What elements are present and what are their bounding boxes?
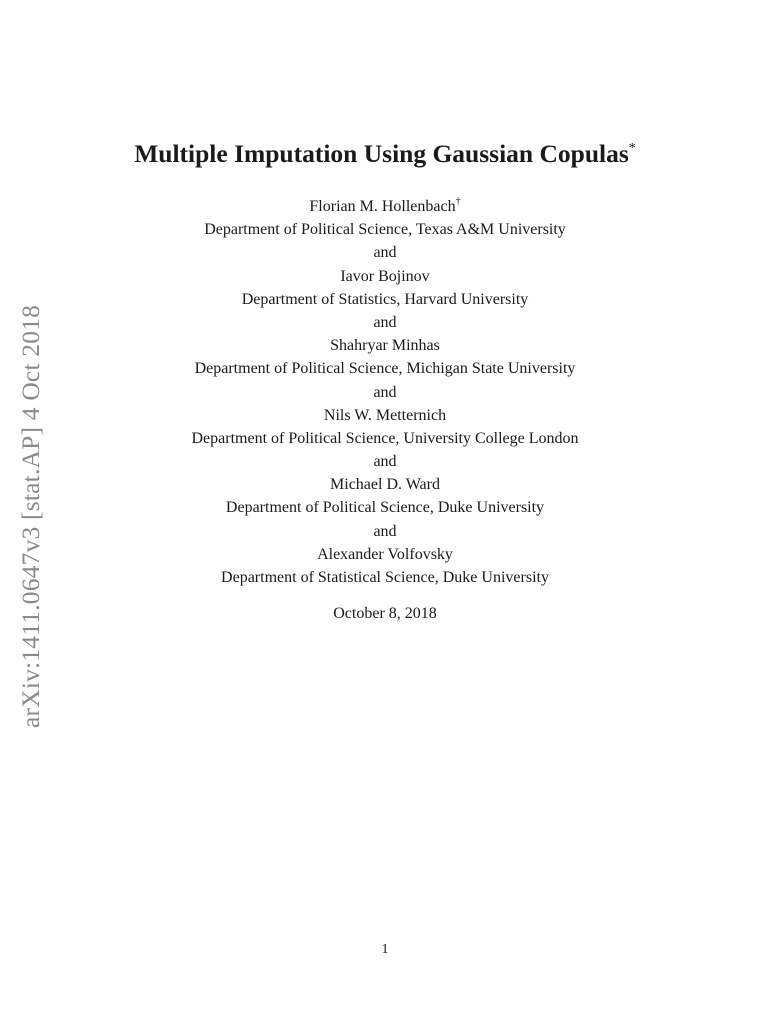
author-name: Florian M. Hollenbach† xyxy=(309,196,461,215)
author-separator: and xyxy=(373,453,397,471)
author-name: Michael D. Ward xyxy=(330,476,440,494)
author-separator: and xyxy=(373,244,397,262)
publication-date: October 8, 2018 xyxy=(333,605,437,622)
author-separator: and xyxy=(373,383,397,401)
author-name: Shahryar Minhas xyxy=(330,337,440,355)
author-footnote-mark: † xyxy=(455,196,461,207)
author-affiliation: Department of Statistics, Harvard University xyxy=(241,290,529,308)
title-footnote-mark: * xyxy=(628,141,636,156)
author-affiliation: Department of Political Science, Michigan State University xyxy=(194,360,576,378)
arxiv-identifier-stamp: arXiv:1411.0647v3 [stat.AP] 4 Oct 2018 xyxy=(16,304,45,728)
author-list xyxy=(0,195,770,589)
author-name: Iavor Bojinov xyxy=(340,267,430,285)
author-name: Alexander Volfovsky xyxy=(317,545,453,563)
paper-title xyxy=(0,141,770,167)
author-affiliation: Department of Statistical Science, Duke University xyxy=(221,569,549,586)
author-separator: and xyxy=(373,522,397,540)
author-separator: and xyxy=(373,313,397,331)
author-affiliation: Department of Political Science, University College London xyxy=(191,429,579,447)
author-affiliation: Department of Political Science, Duke University xyxy=(225,499,545,517)
author-name: Nils W. Metternich xyxy=(323,406,447,424)
paper-title-text: Multiple Imputation Using Gaussian Copulas xyxy=(134,139,629,168)
page-number: 1 xyxy=(381,942,389,957)
author-affiliation: Department of Political Science, Texas A&M University xyxy=(204,221,566,239)
